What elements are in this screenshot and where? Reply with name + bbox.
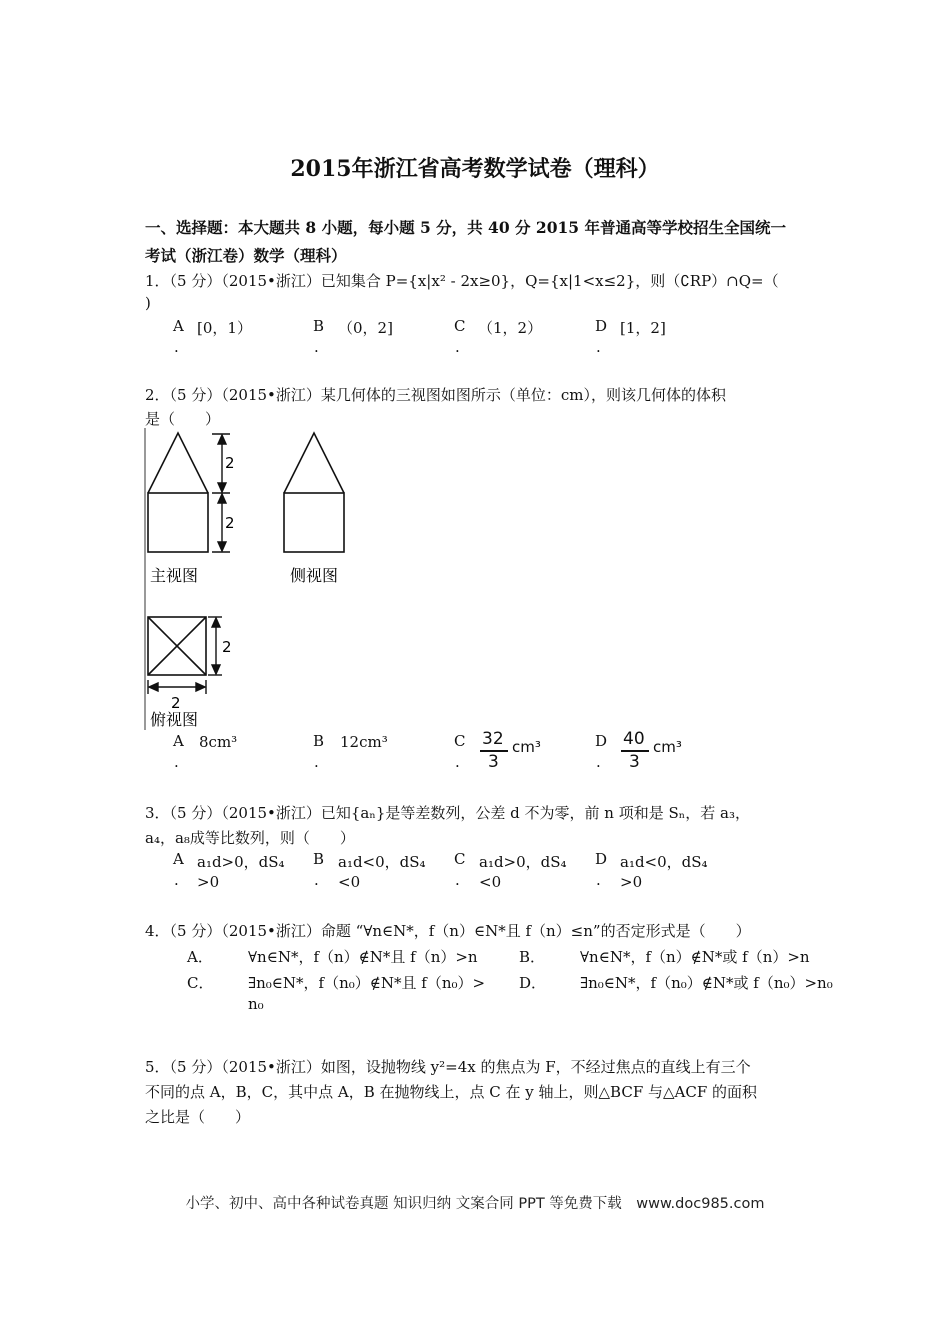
top-view: [148, 617, 206, 675]
q5-stem-line3: 之比是（ ）: [145, 1108, 251, 1126]
side-view: [284, 433, 344, 552]
q1-option-c-text: （1，2）: [478, 319, 543, 337]
q4-option-b-text: ∀n∈N*，f（n）∉N*或 f（n）>n: [580, 948, 810, 966]
q3-option-d-line1: a₁d<0，dS₄: [620, 853, 708, 871]
q1-stem-line2: ): [145, 294, 151, 312]
fraction-unit: cm³: [653, 738, 682, 756]
q3-option-d-line2: >0: [620, 873, 643, 891]
top-view-label: 俯视图: [150, 710, 199, 729]
fraction-unit: cm³: [512, 738, 541, 756]
option-dot: .: [596, 338, 601, 356]
fraction-numerator: 40: [623, 729, 645, 749]
fraction-numerator: 32: [482, 729, 504, 749]
option-dot: .: [314, 871, 319, 889]
q3-option-c-line2: <0: [479, 873, 502, 891]
q3-option-b-line1: a₁d<0，dS₄: [338, 853, 426, 871]
section-header-line1: 一、选择题：本大题共 8 小题，每小题 5 分，共 40 分 2015 年普通高等学校招生全国统一: [145, 218, 786, 237]
q1-option-d-letter: D: [595, 317, 608, 335]
front-dim-label-bottom: 2: [225, 514, 235, 532]
q2-option-b-text: 12cm³: [340, 733, 388, 751]
option-dot: .: [596, 871, 601, 889]
option-dot: .: [314, 753, 319, 771]
q2-option-c-fraction: [480, 729, 540, 773]
q1-stem-line1: 1．（5 分）（2015•浙江）已知集合 P={x|x² - 2x≥0}，Q={x|1<x≤2}，则（∁RP）∩Q=（: [145, 272, 779, 290]
q2-option-a-letter: A: [173, 732, 184, 750]
q4-option-d-letter: D．: [519, 974, 547, 992]
option-dot: .: [174, 753, 179, 771]
q3-option-b-letter: B: [313, 850, 325, 868]
footer-note: 小学、初中、高中各种试卷真题 知识归纳 文案合同 PPT 等免费下载 www.doc985.com: [185, 1196, 765, 1212]
q2-option-a-text: 8cm³: [199, 733, 238, 751]
q3-option-b-line2: <0: [338, 873, 361, 891]
q3-option-c-letter: C: [454, 850, 466, 868]
q5-stem-line2: 不同的点 A，B，C，其中点 A，B 在抛物线上，点 C 在 y 轴上，则△BCF 与△ACF 的面积: [145, 1083, 758, 1101]
top-dim-label-bottom: 2: [171, 694, 181, 712]
q1-option-d-text: [1，2]: [620, 319, 666, 337]
q4-option-d-text: ∃n₀∈N*，f（n₀）∉N*或 f（n₀）>n₀: [580, 974, 833, 992]
q3-option-c-line1: a₁d>0，dS₄: [479, 853, 567, 871]
option-dot: .: [455, 753, 460, 771]
q1-option-c-letter: C: [454, 317, 466, 335]
q4-stem: 4．（5 分）（2015•浙江）命题 “∀n∈N*，f（n）∈N*且 f（n）≤n”的否定形式是（ ）: [145, 922, 751, 940]
front-view-label: 主视图: [150, 566, 199, 585]
q3-stem-line2: a₄，a₈成等比数列，则（ ）: [145, 829, 355, 847]
q4-option-b-letter: B．: [519, 948, 546, 966]
q4-option-a-text: ∀n∈N*，f（n）∉N*且 f（n）>n: [248, 948, 478, 966]
q3-option-a-line2: >0: [197, 873, 220, 891]
q2-stem-line1: 2．（5 分）（2015•浙江）某几何体的三视图如图所示（单位：cm），则该几何体的体积: [145, 386, 727, 404]
fraction-denominator: 3: [629, 752, 640, 772]
front-dim-label-top: 2: [225, 454, 235, 472]
q3-option-a-letter: A: [173, 850, 184, 868]
option-dot: .: [174, 338, 179, 356]
q1-option-a-letter: A: [173, 317, 184, 335]
section-header-line2: 考试（浙江卷）数学（理科）: [145, 246, 347, 265]
q4-option-c-text: ∃n₀∈N*，f（n₀）∉N*且 f（n₀）>: [248, 974, 486, 992]
q4-option-c-text-wrap: n₀: [248, 995, 264, 1013]
option-dot: .: [455, 338, 460, 356]
option-dot: .: [455, 871, 460, 889]
q2-option-d-fraction: [621, 729, 681, 773]
q2-option-b-letter: B: [313, 732, 325, 750]
side-view-label: 侧视图: [290, 566, 339, 585]
q3-option-d-letter: D: [595, 850, 608, 868]
three-view-figure: [140, 428, 370, 733]
q5-stem-line1: 5．（5 分）（2015•浙江）如图，设抛物线 y²=4x 的焦点为 F，不经过焦点的直线上有三个: [145, 1058, 751, 1076]
front-view: [148, 433, 208, 552]
q2-stem-line2: 是（ ）: [145, 410, 221, 428]
q2-option-c-letter: C: [454, 732, 466, 750]
option-dot: .: [174, 871, 179, 889]
q2-option-d-letter: D: [595, 732, 608, 750]
q1-option-a-text: [0，1）: [197, 319, 252, 337]
fraction-denominator: 3: [488, 752, 499, 772]
option-dot: .: [314, 338, 319, 356]
q3-option-a-line1: a₁d>0，dS₄: [197, 853, 285, 871]
q1-option-b-letter: B: [313, 317, 325, 335]
q4-option-a-letter: A．: [187, 948, 213, 966]
q4-option-c-letter: C．: [187, 974, 214, 992]
option-dot: .: [596, 753, 601, 771]
front-view-dimension-arrows: [212, 434, 230, 552]
q3-stem-line1: 3．（5 分）（2015•浙江）已知{aₙ}是等差数列，公差 d 不为零，前 n 项和是 Sₙ，若 a₃，: [145, 804, 750, 822]
top-dim-label-right: 2: [222, 638, 232, 656]
page-title: 2015年浙江省高考数学试卷（理科）: [290, 156, 660, 182]
q1-option-b-text: （0，2]: [338, 319, 393, 337]
